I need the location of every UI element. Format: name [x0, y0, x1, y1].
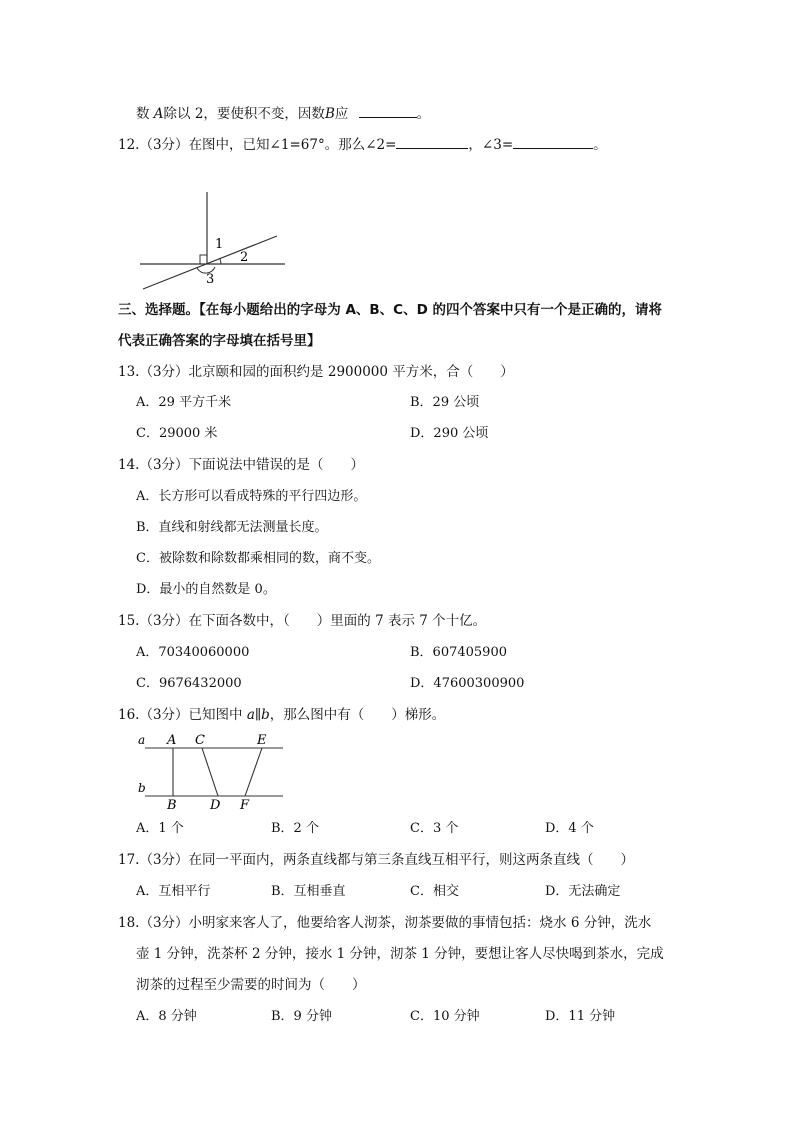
q12-stem — [118, 134, 607, 155]
q11-suffix: 应 — [334, 106, 349, 122]
q12-label-3: 3 — [206, 272, 215, 287]
q17-option-d[interactable]: D．无法确定 — [545, 884, 621, 899]
q12-angle-figure — [135, 185, 295, 295]
q12-text2: ，∠3= — [468, 137, 514, 153]
q16-segment-ef — [245, 748, 262, 796]
q13-option-a[interactable]: A．29 平方千米 — [136, 395, 232, 410]
q14-option-d[interactable]: D．最小的自然数是 0。 — [136, 582, 276, 597]
q18-option-d[interactable]: D．11 分钟 — [545, 1009, 616, 1024]
q15-option-b[interactable]: B．607405900 — [410, 645, 507, 660]
q16-stem — [118, 705, 445, 725]
section3-title-line2: 代表正确答案的字母填在括号里】 — [118, 333, 321, 349]
q13-option-b[interactable]: B．29 公顷 — [410, 395, 480, 410]
q16-label-D: D — [210, 798, 221, 812]
q15-option-d[interactable]: D．47600300900 — [410, 676, 525, 691]
q18-stem-line2: 壶 1 分钟，洗茶杯 2 分钟，接水 1 分钟，沏茶 1 分钟，要想让客人尽快喝到茶水，完成 — [136, 946, 664, 962]
q16-stem-prefix: 16.（3分）已知图中 — [118, 707, 247, 723]
q17-stem: 17.（3分）在同一平面内，两条直线都与第三条直线互相平行，则这两条直线（ ） — [118, 852, 635, 868]
q18-option-a[interactable]: A．8 分钟 — [136, 1009, 197, 1024]
q11-var-a: A — [153, 106, 164, 122]
q13-stem: 13.（3分）北京颐和园的面积约是 2900000 平方米，合（ ） — [118, 364, 514, 380]
q16-trapezoid-figure — [133, 730, 293, 812]
q11-answer-blank[interactable] — [359, 103, 417, 118]
q16-stem-suffix: ，那么图中有（ ）梯形。 — [269, 707, 446, 723]
q16-stem-var: a∥b — [246, 707, 270, 723]
q16-label-b: b — [138, 781, 146, 795]
section3-title-line1: 三、选择题。【在每小题给出的字母为 A、B、C、D 的四个答案中只有一个是正确的，请将 — [118, 302, 663, 318]
q13-option-d[interactable]: D．290 公顷 — [410, 426, 489, 441]
q16-option-a[interactable]: A．1 个 — [136, 821, 184, 836]
q11-middle: 除以 2，要使积不变，因数 — [163, 106, 325, 122]
q17-option-a[interactable]: A．互相平行 — [136, 884, 211, 899]
q16-option-d[interactable]: D．4 个 — [545, 821, 594, 836]
q11-var-b: B — [324, 106, 335, 122]
q11-end: 。 — [416, 106, 431, 122]
q12-angle-arc-2 — [220, 258, 222, 264]
q16-label-A: A — [167, 733, 177, 748]
q12-blank-angle3[interactable] — [513, 134, 593, 149]
q12-number: 12.（3分） — [118, 137, 189, 153]
q18-stem-line1: 18.（3分）小明家来客人了，他要给客人沏茶，沏茶要做的事情包括：烧水 6 分钟，洗水 — [118, 915, 652, 931]
q15-option-c[interactable]: C．9676432000 — [136, 676, 242, 691]
q14-option-a[interactable]: A．长方形可以看成特殊的平行四边形。 — [136, 489, 367, 504]
q16-label-a: a — [138, 733, 146, 747]
q14-option-c[interactable]: C．被除数和除数都乘相同的数，商不变。 — [136, 551, 380, 566]
q15-stem: 15.（3分）在下面各数中，（ ）里面的 7 表示 7 个十亿。 — [118, 613, 487, 629]
q12-label-1: 1 — [215, 237, 224, 252]
q18-option-c[interactable]: C．10 分钟 — [410, 1009, 480, 1024]
q14-option-b[interactable]: B．直线和射线都无法测量长度。 — [136, 520, 328, 535]
q12-label-2: 2 — [240, 250, 249, 265]
q16-label-F: F — [240, 798, 250, 812]
q12-text1: 在图中，已知∠1=67°。那么∠2= — [188, 137, 397, 153]
q16-option-b[interactable]: B．2 个 — [271, 821, 319, 836]
q17-option-c[interactable]: C．相交 — [410, 884, 459, 899]
q12-blank-angle2[interactable] — [396, 134, 468, 149]
q13-option-c[interactable]: C．29000 米 — [136, 426, 218, 441]
q16-segment-cd — [202, 748, 218, 796]
q16-label-B: B — [167, 798, 177, 812]
q12-end: 。 — [593, 137, 607, 153]
q11-prefix: 数 — [136, 106, 150, 122]
q14-stem: 14.（3分）下面说法中错误的是（ ） — [118, 457, 365, 473]
q16-option-c[interactable]: C．3 个 — [410, 821, 459, 836]
q12-right-angle-mark — [200, 255, 207, 264]
q16-label-E: E — [257, 733, 267, 748]
q16-label-C: C — [195, 733, 205, 748]
q18-stem-line3: 沏茶的过程至少需要的时间为（ ） — [136, 977, 366, 993]
q15-option-a[interactable]: A．70340060000 — [136, 645, 250, 660]
q11-tail-line — [136, 103, 430, 124]
q17-option-b[interactable]: B．互相垂直 — [271, 884, 346, 899]
q18-option-b[interactable]: B．9 分钟 — [271, 1009, 332, 1024]
